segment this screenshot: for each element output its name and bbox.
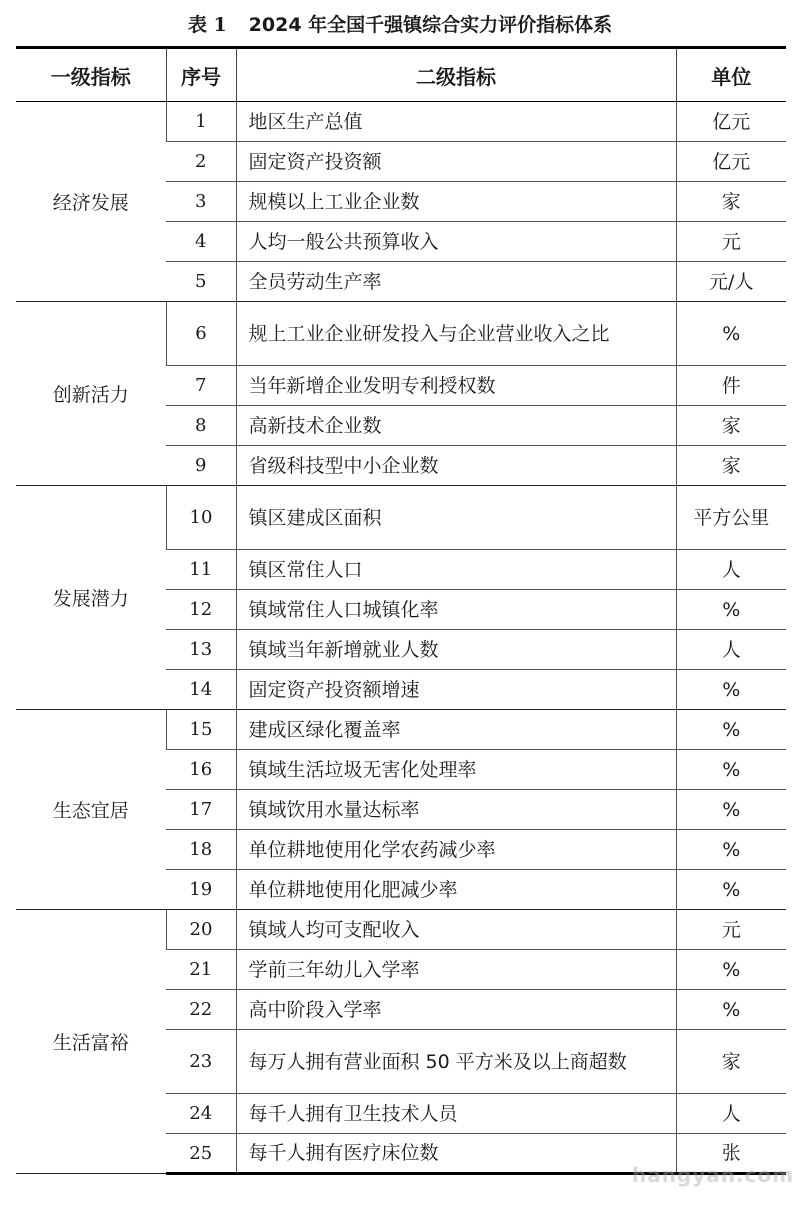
table-row — [16, 102, 786, 142]
indicator-cell: 地区生产总值 — [236, 102, 676, 142]
unit-cell: 家 — [676, 182, 786, 222]
indicator-cell: 固定资产投资额增速 — [236, 670, 676, 710]
indicator-cell: 规上工业企业研发投入与企业营业收入之比 — [236, 302, 676, 366]
seq-cell: 6 — [166, 302, 236, 366]
unit-cell: 家 — [676, 1030, 786, 1094]
unit-cell: % — [676, 710, 786, 750]
unit-cell: 张 — [676, 1134, 786, 1174]
indicator-cell: 镇域人均可支配收入 — [236, 910, 676, 950]
indicator-cell: 学前三年幼儿入学率 — [236, 950, 676, 990]
seq-cell: 23 — [166, 1030, 236, 1094]
table-body — [16, 102, 786, 1174]
indicator-cell: 建成区绿化覆盖率 — [236, 710, 676, 750]
indicator-cell: 镇域饮用水量达标率 — [236, 790, 676, 830]
table-row — [16, 486, 786, 550]
indicator-cell: 固定资产投资额 — [236, 142, 676, 182]
unit-cell: 人 — [676, 1094, 786, 1134]
unit-cell: % — [676, 870, 786, 910]
indicator-cell: 每千人拥有卫生技术人员 — [236, 1094, 676, 1134]
indicator-cell: 镇域生活垃圾无害化处理率 — [236, 750, 676, 790]
indicator-cell: 镇域当年新增就业人数 — [236, 630, 676, 670]
unit-cell: 平方公里 — [676, 486, 786, 550]
unit-cell: % — [676, 950, 786, 990]
seq-cell: 2 — [166, 142, 236, 182]
indicator-table — [16, 46, 786, 1175]
seq-cell: 25 — [166, 1134, 236, 1174]
seq-cell: 9 — [166, 446, 236, 486]
unit-cell: % — [676, 302, 786, 366]
indicator-cell: 镇区常住人口 — [236, 550, 676, 590]
seq-cell: 22 — [166, 990, 236, 1030]
table-number: 表 1 — [187, 13, 227, 36]
unit-cell: % — [676, 830, 786, 870]
seq-cell: 10 — [166, 486, 236, 550]
header-category: 一级指标 — [16, 48, 166, 102]
unit-cell: 元 — [676, 910, 786, 950]
unit-cell: 家 — [676, 406, 786, 446]
seq-cell: 16 — [166, 750, 236, 790]
indicator-cell: 每千人拥有医疗床位数 — [236, 1134, 676, 1174]
category-cell: 发展潜力 — [16, 486, 166, 710]
unit-cell: 元 — [676, 222, 786, 262]
seq-cell: 24 — [166, 1094, 236, 1134]
unit-cell: 家 — [676, 446, 786, 486]
unit-cell: % — [676, 590, 786, 630]
seq-cell: 3 — [166, 182, 236, 222]
table-row — [16, 302, 786, 366]
unit-cell: 亿元 — [676, 142, 786, 182]
indicator-cell: 当年新增企业发明专利授权数 — [236, 366, 676, 406]
seq-cell: 4 — [166, 222, 236, 262]
table-row — [16, 710, 786, 750]
seq-cell: 13 — [166, 630, 236, 670]
unit-cell: % — [676, 670, 786, 710]
unit-cell: 元/人 — [676, 262, 786, 302]
unit-cell: 件 — [676, 366, 786, 406]
category-cell: 生活富裕 — [16, 910, 166, 1174]
category-cell: 经济发展 — [16, 102, 166, 302]
unit-cell: % — [676, 990, 786, 1030]
indicator-cell: 人均一般公共预算收入 — [236, 222, 676, 262]
table-title: 2024 年全国千强镇综合实力评价指标体系 — [248, 13, 613, 36]
seq-cell: 5 — [166, 262, 236, 302]
indicator-cell: 每万人拥有营业面积 50 平方米及以上商超数 — [236, 1030, 676, 1094]
category-cell: 创新活力 — [16, 302, 166, 486]
indicator-cell: 镇区建成区面积 — [236, 486, 676, 550]
seq-cell: 14 — [166, 670, 236, 710]
seq-cell: 18 — [166, 830, 236, 870]
header-indicator: 二级指标 — [236, 48, 676, 102]
seq-cell: 8 — [166, 406, 236, 446]
seq-cell: 15 — [166, 710, 236, 750]
indicator-cell: 单位耕地使用化学农药减少率 — [236, 830, 676, 870]
header-unit: 单位 — [676, 48, 786, 102]
seq-cell: 11 — [166, 550, 236, 590]
seq-cell: 7 — [166, 366, 236, 406]
seq-cell: 17 — [166, 790, 236, 830]
table-caption — [0, 0, 800, 46]
unit-cell: % — [676, 750, 786, 790]
seq-cell: 20 — [166, 910, 236, 950]
header-seq: 序号 — [166, 48, 236, 102]
indicator-cell: 高中阶段入学率 — [236, 990, 676, 1030]
seq-cell: 21 — [166, 950, 236, 990]
unit-cell: 亿元 — [676, 102, 786, 142]
indicator-cell: 镇域常住人口城镇化率 — [236, 590, 676, 630]
watermark-logo: hangyan.com — [631, 1163, 795, 1187]
indicator-cell: 省级科技型中小企业数 — [236, 446, 676, 486]
table-row — [16, 910, 786, 950]
header-row — [16, 48, 786, 102]
category-cell: 生态宜居 — [16, 710, 166, 910]
seq-cell: 12 — [166, 590, 236, 630]
unit-cell: 人 — [676, 630, 786, 670]
indicator-cell: 高新技术企业数 — [236, 406, 676, 446]
seq-cell: 1 — [166, 102, 236, 142]
indicator-cell: 单位耕地使用化肥减少率 — [236, 870, 676, 910]
indicator-cell: 全员劳动生产率 — [236, 262, 676, 302]
unit-cell: 人 — [676, 550, 786, 590]
unit-cell: % — [676, 790, 786, 830]
indicator-cell: 规模以上工业企业数 — [236, 182, 676, 222]
seq-cell: 19 — [166, 870, 236, 910]
